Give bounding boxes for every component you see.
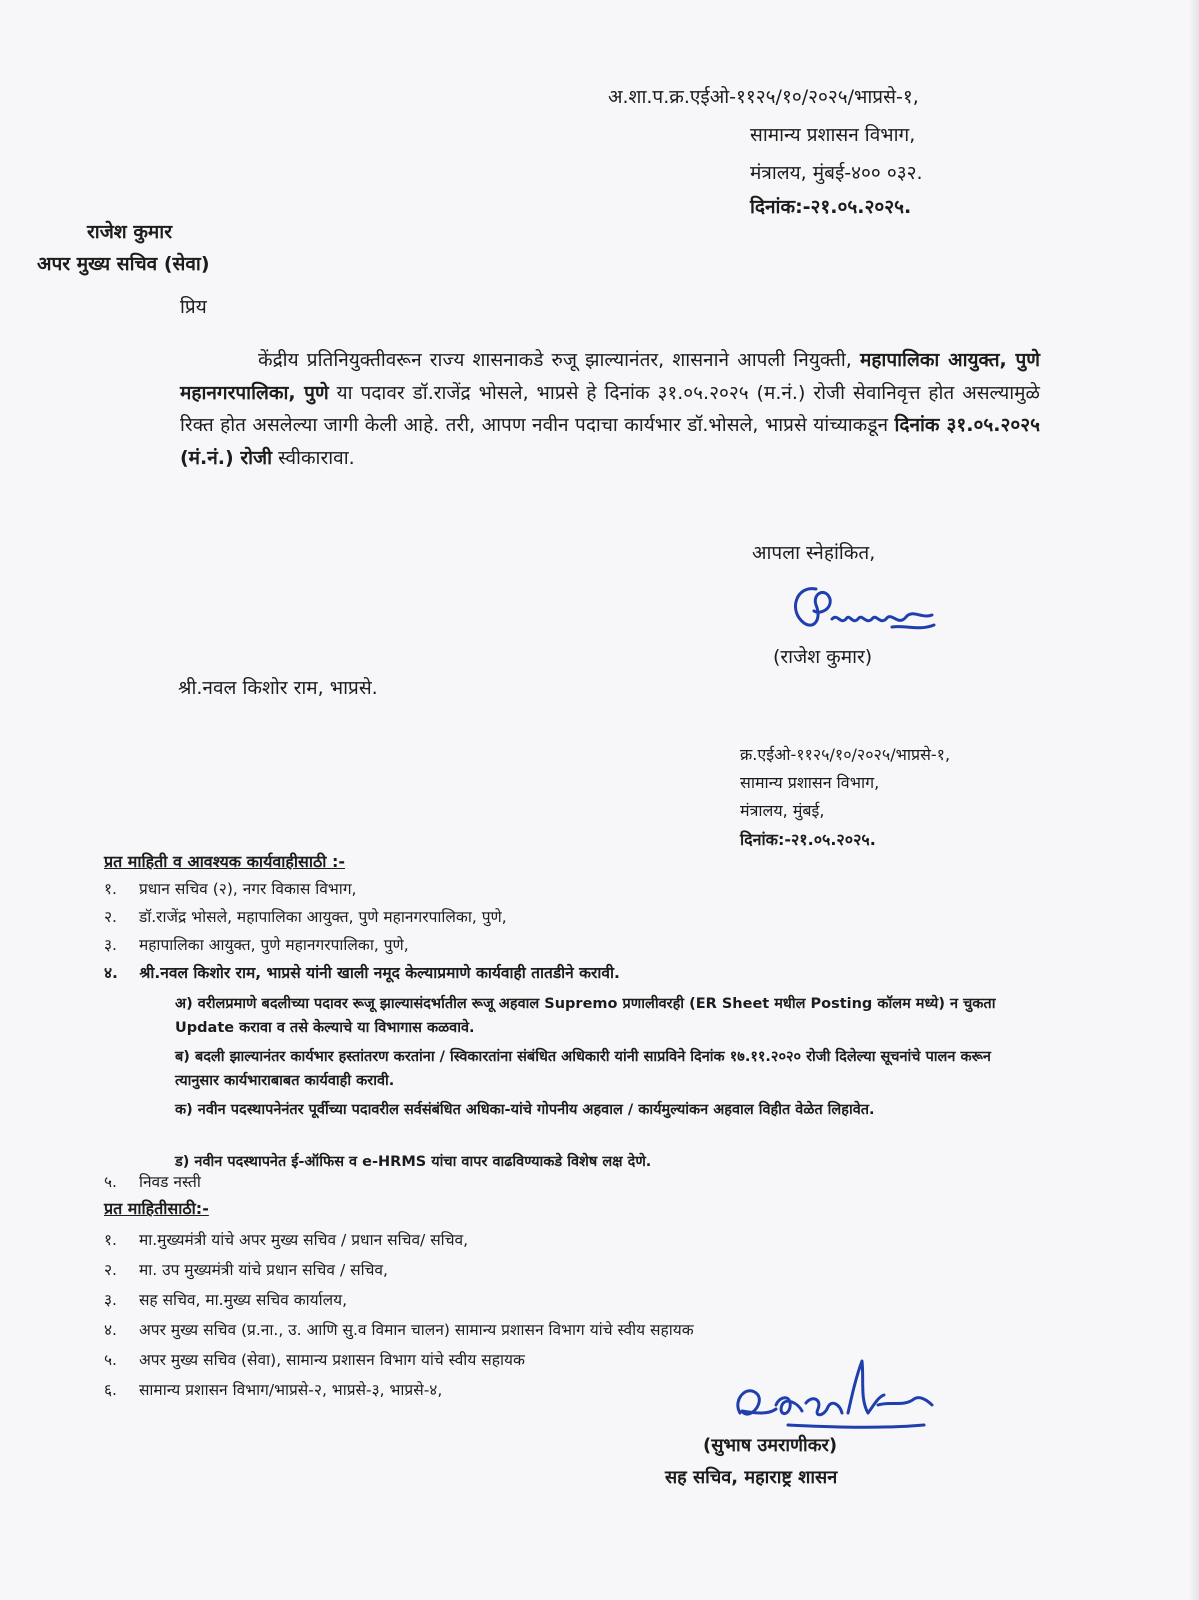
sender-designation: अपर मुख्य सचिव (सेवा) (37, 253, 210, 275)
list-text: सामान्य प्रशासन विभाग/भाप्रसे-२, भाप्रसे-३, भाप्रसे-४, (138, 1381, 443, 1399)
list-text: अपर मुख्य सचिव (प्र.ना., उ. आणि सु.व विमान चालन) सामान्य प्रशासन विभाग यांचे स्वीय सहायक (138, 1321, 694, 1339)
list-number: ४. (104, 964, 118, 982)
list-text: मा.मुख्यमंत्री यांचे अपर मुख्य सचिव / प्रधान सचिव/ सचिव, (138, 1231, 469, 1249)
endorsement-reference: क्र.एईओ-११२५/१०/२०२५/भाप्रसे-१, (740, 745, 951, 764)
list-number: ४. (104, 1321, 117, 1339)
letter-date: दिनांक:-२१.०५.२०२५. (750, 196, 912, 218)
list-item (104, 877, 356, 899)
footer-signatory-name: (सुभाष उमराणीकर) (703, 1435, 838, 1456)
charge-date: दिनांक ३१.०५.२०२५ (मं.नं.) रोजी (180, 414, 1040, 469)
footer-signatory-designation: सह सचिव, महाराष्ट्र शासन (665, 1467, 838, 1488)
signature-subhash-umranikar (728, 1355, 938, 1445)
body-text-3: स्वीकारावा. (272, 446, 355, 469)
list-text: अपर मुख्य सचिव (सेवा), सामान्य प्रशासन विभाग यांचे स्वीय सहायक (138, 1351, 525, 1369)
office-address: मंत्रालय, मुंबई-४०० ०३२. (750, 162, 923, 184)
list-text: डॉ.राजेंद्र भोसले, महापालिका आयुक्त, पुणे महानगरपालिका, पुणे, (138, 908, 507, 926)
list-number: ३. (104, 1291, 117, 1309)
list-item (104, 1258, 388, 1280)
list-text: सह सचिव, मा.मुख्य सचिव कार्यालय, (138, 1291, 348, 1309)
list-item (104, 933, 409, 955)
list-item (104, 1378, 442, 1400)
list-number: ६. (104, 1381, 117, 1399)
list-number: २. (104, 908, 117, 926)
sub-item-b: ब) बदली झाल्यानंतर कार्यभार हस्तांतरण करतांना / स्विकारतांना संबंधित अधिकारी यांनी साप्रविने दिनांक १७.११.२०२० रोजी दिलेल्या सूचनांचे पालन करून त्यानुसार कार्यभाराबाबत कार्यवाही करावी. (175, 1049, 991, 1089)
reference-number: अ.शा.प.क्र.एईओ-११२५/१०/२०२५/भाप्रसे-१, (608, 86, 919, 108)
endorsement-department: सामान्य प्रशासन विभाग, (740, 773, 880, 792)
list-number: २. (104, 1261, 117, 1279)
list-number: ५. (104, 1351, 117, 1369)
body-text-2: या पदावर डॉ.राजेंद्र भोसले, भाप्रसे हे दिनांक ३१.०५.२०२५ (म.नं.) रोजी सेवानिवृत्त होत असल्यामुळे रिक्त होत असलेल्या जागी केली आहे. तरी, आपण नवीन पदाचा कार्यभार डॉ.भोसले, भाप्रसे यांच्याकडून (180, 381, 1040, 436)
list-item (104, 961, 620, 983)
list-text: महापालिका आयुक्त, पुणे महानगरपालिका, पुणे, (138, 936, 409, 954)
body-text-1: केंद्रीय प्रतिनियुक्तीवरून राज्य शासनाकडे रुजू झाल्यानंतर, शासनाने आपली नियुक्ती, (258, 349, 852, 371)
sub-item-a: अ) वरीलप्रमाणे बदलीच्या पदावर रूजू झाल्यासंदर्भातील रूजू अहवाल Supremo प्रणालीवरही (ER Sheet मधील Posting कॉलम मध्ये) न चुकता Update करावा व तसे केल्याचे या विभागास कळवावे. (175, 996, 996, 1036)
list-item (104, 1318, 694, 1340)
list-number: ५. (104, 1173, 117, 1191)
page-edge-shadow (1189, 0, 1199, 1600)
list-item (104, 905, 507, 927)
endorsement-date: दिनांक:-२१.०५.२०२५. (740, 830, 876, 849)
endorsement-address: मंत्रालय, मुंबई, (740, 801, 825, 820)
list-item (104, 1170, 201, 1192)
list-number: १. (104, 880, 117, 898)
signature-rajesh-kumar (782, 575, 942, 645)
sender-name: राजेश कुमार (87, 221, 172, 243)
department-name: सामान्य प्रशासन विभाग, (750, 124, 916, 146)
copy-info-heading: प्रत माहितीसाठी:- (104, 1199, 209, 1218)
signatory-name: (राजेश कुमार) (773, 646, 873, 668)
post-name: महापालिका आयुक्त, पुणे महानगरपालिका, पुणे (180, 349, 1040, 404)
list-text: प्रधान सचिव (२), नगर विकास विभाग, (138, 880, 357, 898)
closing-greeting: आपला स्नेहांकित, (752, 542, 876, 564)
salutation: प्रिय (180, 296, 207, 318)
list-item (104, 1348, 525, 1370)
list-text: श्री.नवल किशोर राम, भाप्रसे यांनी खाली नमूद केल्याप्रमाणे कार्यवाही तातडीने करावी. (139, 964, 620, 982)
letter-body (180, 344, 1040, 474)
list-number: १. (104, 1231, 117, 1249)
list-text: मा. उप मुख्यमंत्री यांचे प्रधान सचिव / सचिव, (138, 1261, 388, 1279)
list-text: निवड नस्ती (138, 1173, 201, 1191)
list-item (104, 1228, 468, 1250)
sub-item-c: क) नवीन पदस्थापनेनंतर पूर्वीच्या पदावरील सर्वसंबंधित अधिका-यांचे गोपनीय अहवाल / कार्यमुल्यांकन अहवाल विहीत वेळेत लिहावेत. (175, 1102, 875, 1118)
list-number: ३. (104, 936, 117, 954)
sub-item-d: ड) नवीन पदस्थापनेत ई-ऑफिस व e-HRMS यांचा वापर वाढविण्याकडे विशेष लक्ष देणे. (175, 1154, 652, 1170)
addressee: श्री.नवल किशोर राम, भाप्रसे. (178, 677, 378, 699)
copy-action-heading: प्रत माहिती व आवश्यक कार्यवाहीसाठी :- (104, 852, 346, 871)
list-item (104, 1288, 347, 1310)
